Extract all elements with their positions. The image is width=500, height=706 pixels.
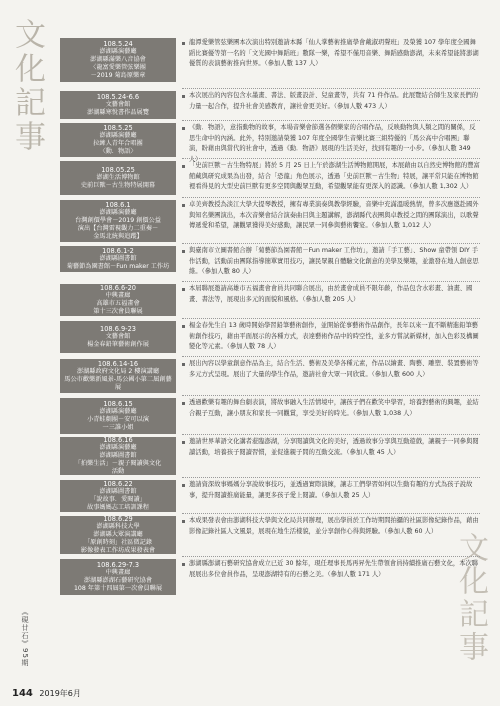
event-date: 108.5.24 [103, 39, 133, 48]
event-date: 108.05.25 [101, 165, 135, 174]
event-label [60, 359, 176, 393]
event-venue-line: 澎湖縣科技大學 [96, 522, 140, 530]
event-venue-line: 楊金春鉛筆藝術創作展 [87, 341, 149, 349]
event-venue-line: 文藝會館 [105, 100, 131, 108]
event-label [60, 200, 176, 242]
event-date: 108.6.14-16 [97, 359, 139, 368]
row-divider [182, 88, 480, 89]
event-description: 邀請世界華語文化講者蒞臨澎湖，分享閱讀與文化的美好，透過故事分享與互動遊戲，讓親子一同參與閱讀活動，培養孩子閱讀習慣，並促進親子間的互動交流。（參加人數 45 人） [182, 437, 480, 458]
event-venue-line: 菊藝節為園書館－Fun maker 工作坊 [66, 263, 170, 271]
issue-date: 2019年6月 [39, 689, 81, 698]
event-venue-line: 澎湖縣圖書館 [99, 487, 137, 495]
event-description: 本成果發表會由澎湖科技大學與文化局共同辦理，展出學員於工作坊期間拍攝的社區影像紀錄作品，藉由影像記錄社區人文風景，展現在地生活樣貌，並分享創作心得與經驗。（參加人數 60 人） [182, 516, 480, 537]
row-divider [182, 318, 480, 319]
row-divider [182, 556, 480, 557]
event-venue-line: 澎湖縣滿樂八音協會 [90, 55, 146, 63]
event-label [60, 91, 176, 119]
event-venue-line: 拉縴人青年合唱團 [93, 140, 143, 147]
row-divider [182, 477, 480, 478]
event-description: 楊金春先生自 13 歲時開始學習鉛筆藝術創作，並開始從事藝術作品創作，長年以來一直不斷精進鉛筆藝術創作技巧，藉由平面展示的各種方式，表達藝術作品中的時空性，並多方嘗試新媒材，加入色彩及構圖變化等元素。（參加人數 78 人） [182, 321, 480, 353]
event-label [60, 398, 176, 434]
event-venue-line: 一三誰小姐 [102, 424, 134, 432]
row-divider [182, 356, 480, 357]
event-label [60, 321, 176, 353]
row-divider [182, 395, 480, 396]
event-venue-line: 台灣創價學會－2019 創價公益 [75, 216, 161, 224]
event-venue-line: 澎湖縣演藝廳 [99, 131, 137, 139]
event-venue-line: 澎湖縣澎湖石藝研究協會 [83, 577, 153, 584]
event-description: 展出內容以學童創意作品為主，結合生活、藝術及美學各種元素，作品以繪畫、陶藝、雕塑、裝置藝術等多元方式呈現。展出了大量的學生作品，邀請社會大眾一同欣賞。（參加人數 600 人） [182, 359, 480, 380]
event-description: 龍潭愛樂管弦樂團本次演出特別邀請本縣「仙人掌藝術推廣學會戴淑玥聲班」及榮獲 107 學年度全國舞蹈比賽優等第一名的「文光國中舞蹈班」數隊一樂，希望不僅用音樂、舞蹈感動澎湖，未來希望能將澎湖優質的表演藝術推向世界。（參加人數 137 人） [182, 38, 480, 70]
event-date: 108.6.29-7.3 [96, 560, 140, 569]
row-divider [182, 434, 480, 435]
event-venue-line: 澎湖縣演藝廳 [99, 443, 137, 451]
event-venue-line: 小青蛙劇團－安可以演 [87, 416, 149, 423]
event-venue-line: 金馬北統與追蹤】 [93, 233, 143, 241]
event-venue-line: 澎湖縣演藝廳 [99, 208, 137, 216]
section-title-vertical: 文化記事 [9, 18, 45, 154]
event-date: 108.5.25 [103, 123, 133, 132]
event-date: 108.6.16 [103, 435, 133, 444]
event-venue-line: 活動 [111, 468, 125, 476]
event-venue-line: 「說故事．愛閱讀」 [90, 496, 146, 503]
event-label [60, 516, 176, 554]
event-date: 108.6.15 [103, 399, 133, 408]
event-label [60, 437, 176, 475]
event-label [60, 161, 176, 195]
page-footer [12, 688, 81, 699]
page-number: 144 [12, 688, 33, 699]
event-venue-line: 「拍樂生活」－親子閱讀與文化 [74, 460, 162, 468]
event-venue-line: 澎湖縣政府文化局 2 樓演講廳 [76, 367, 160, 375]
event-venue-line: 澎湖縣寒悅書作品展覽 [87, 109, 149, 117]
event-venue-line: 中興畫廊 [105, 568, 131, 576]
row-divider [182, 158, 480, 159]
event-venue-line: 第十三次會員聯展 [93, 308, 143, 316]
event-label [60, 38, 176, 82]
event-venue-line: 文藝會館 [105, 332, 131, 340]
row-divider [182, 243, 480, 244]
event-venue-line: 〈動．物語〉 [99, 148, 137, 156]
event-date: 108.6.9-23 [100, 324, 136, 333]
event-label [60, 246, 176, 272]
row-divider [182, 197, 480, 198]
event-venue-line: 澎湖生活博物館 [96, 173, 140, 181]
event-venue-line: 〈龍富愛樂管弦樂團 [90, 64, 146, 72]
event-description: 本次展出的內容包含水墨畫、書法、版畫設計、兒童畫等，共有 71 件作品。此展覽結合師生及家長們的力量一起合作，提升社會美感教育，讓社會更美好。（參加人數 473 人） [182, 91, 480, 112]
event-label [60, 480, 176, 512]
event-date: 108.6.1-2 [102, 246, 134, 255]
event-venue-line: 中興畫廊 [105, 291, 131, 299]
event-date: 108.6.6-20 [100, 283, 136, 292]
row-divider [182, 120, 480, 121]
event-venue-line: 馬公市歡樂新風景-馬公國小第二屆創藝展 [64, 376, 172, 392]
event-description: 《動．物語》，意指動物的故事，本場音樂會節選各個樂家的合唱作品，反映動物與人類之間的關係，反思生命中的內涵。此外，特別邀請榮獲 107 年度全國學生音樂比賽三組特優的「馬公高中合唱團」聯演，盼藉由與當代的社會中，透過《動．物語》展現的生活美好，找到有趣的一小步。（參加人數 349 人） [182, 123, 480, 165]
event-venue-line: 「原創時刻」社區微記錄 [83, 539, 153, 547]
event-venue-line: 影像發表工作坊成果發表會 [80, 547, 156, 555]
row-divider [182, 281, 480, 282]
event-venue-line: 澎湖縣演藝廳 [99, 47, 137, 55]
event-venue-line: 高雄市五福畫會 [96, 300, 140, 307]
event-date: 108.6.1 [105, 200, 131, 209]
event-description: 「史前巨獸－古生物特展」將於 5 月 25 日上午於澎湖生活博物館開展，本展藉由以自然史博物館的豐富館藏與研究成果為出發，結合「恐龍」角色展示，透過「史前巨獸－古生物」特展，讓平常只能在博物館裡看得見的大型史前巨獸有更多空間與觀眾互動，希望觀眾能有更深入的認識。（參加人數 1,302 人） [182, 161, 480, 193]
event-date: 108.6.29 [103, 514, 133, 523]
event-venue-line: 故事媽媽志工培訓課程 [87, 504, 149, 512]
event-venue-line: 108 年第十四屆第一次會員聯展 [73, 585, 163, 593]
event-venue-line: 澎湖縣大眾演講廳 [93, 530, 143, 538]
event-venue-line: 澎湖縣演藝廳 [99, 407, 137, 415]
row-divider [182, 513, 480, 514]
event-venue-line: 史前巨獸－古生物特展開幕 [80, 182, 156, 190]
event-venue-line: 澎湖縣圖書館 [99, 254, 137, 262]
event-venue-line: 澎湖縣圖書館 [99, 451, 137, 459]
event-venue-line: 演出【台灣雷視觀力二重奏－ [77, 225, 159, 233]
section-title-bottom: 文化記事 [453, 532, 488, 664]
event-description: 透過歡樂有趣的舞台劇表演，將故事融入生活情境中，讓孩子們在歡笑中學習，培養對藝術的興趣，並結合親子互動，讓小朋友和家長一同觀賞，享受美好的時光。（參加人數 1,038 人） [182, 398, 480, 419]
event-label [60, 123, 176, 157]
event-venue-line: －2019 菊島原樂章 [90, 72, 146, 80]
event-description: 本屆聯展邀請高雄市五福畫會會員共同聯合展出，由於畫會成員不限年齡，作品包含水彩畫、油畫、國畫、書法等，展現出多元的面貌和風格。（參加人數 205 人） [182, 284, 480, 305]
issue-note: 《硯廿石》95期 [21, 608, 29, 667]
event-label [60, 284, 176, 316]
event-date: 108.6.22 [103, 479, 133, 488]
event-description: 卓美齊教授為淡江大學大提琴教授，擁有專業演奏與教學經驗，音樂中充滿溫暖熱情，曾多次應邀赴國外與知名樂團演出，本次音樂會結合演奏曲目與主題講解，澎湖縣代表團與卓教授之間的團隊演出，以歌聲傳遞愛和希望，讓觀眾獲得美好感動，讓民眾一同參與藝術饗宴。（參加人數 1,012 人） [182, 200, 480, 232]
event-date: 108.5.24-6.6 [96, 92, 140, 101]
event-label [60, 559, 176, 595]
event-description: 與臺南市立圖書館合辦「菊藝節為園書館－Fun maker 工作坊」，邀請「手工藝」、Show 童帶領 DIY 手作活動，活動前由團隊指導簡單實用技巧，讓民眾親自體驗文化創意的美學及樂趣，並激發在地人創意思維。（參加人數 80 人） [182, 246, 480, 278]
event-description: 澎湖縣澎湖石藝研究協會成立已近 30 餘年，現任理事長馬再昇先生帶領會員持續推廣石藝文化，本次聯展展出多位會員作品，呈現澎湖特有的石藝之美。（參加人數 171 人） [182, 559, 480, 580]
event-description: 邀請資深故事媽媽分享說故事技巧，並透過實際演練，讓志工們學習如何以生動有趣的方式為孩子說故事，提升閱讀推廣能量，讓更多孩子愛上閱讀。（參加人數 25 人） [182, 480, 480, 501]
